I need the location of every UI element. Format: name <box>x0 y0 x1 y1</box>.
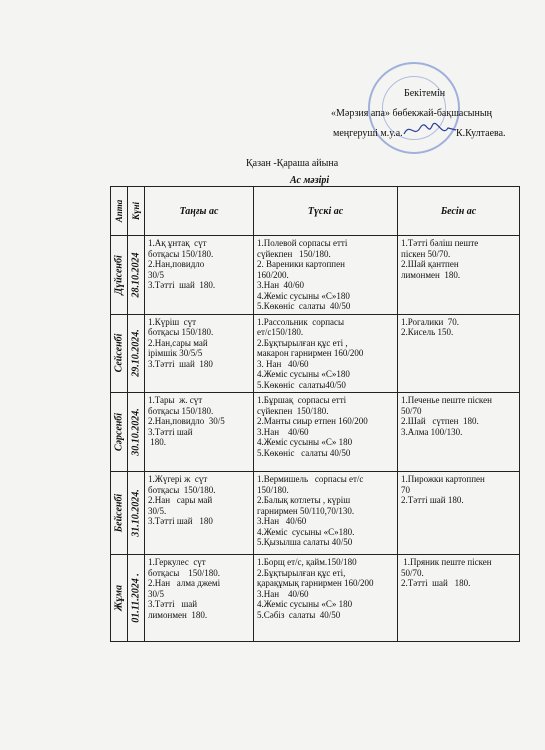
menu-item-line: 3.Нан 40/60 <box>257 588 309 599</box>
menu-item-line: 30/5 <box>148 588 165 599</box>
table-row <box>111 393 520 472</box>
menu-item-line: 1.Геркулес сүт <box>148 557 206 567</box>
menu-item-line: 5.Сәбіз салаты 40/50 <box>257 609 341 620</box>
menu-item-line: 1.Полевой сорпасы етті <box>257 238 348 248</box>
menu-item-line: 2.Кисель 150. <box>401 327 454 337</box>
menu-item-line: 5.Көкөніс салаты 40/50 <box>257 301 351 311</box>
snack-cell <box>398 393 520 472</box>
approval-line-1: Бекітемін <box>404 88 446 99</box>
menu-item-line: 3.Тәтті шай <box>148 426 193 437</box>
menu-item-line: 1.Борщ ет/с, қайм.150/180 <box>257 557 357 567</box>
menu-item-line: лимонмен 180. <box>148 609 208 620</box>
menu-item-line: 50/70 <box>401 405 422 416</box>
menu-item-line: ботқасы 150/180. <box>148 484 216 495</box>
header-snack: Бесін ас <box>398 187 520 236</box>
menu-item-line: ірімшік 30/5/5 <box>148 348 203 358</box>
menu-item-line: 1.Бұршақ сорпасы етті <box>257 395 347 405</box>
header-breakfast: Таңғы ас <box>145 187 254 236</box>
menu-item-line: 1.Рогалики 70. <box>401 316 460 327</box>
menu-item-line: 1.Пирожки картоппен <box>401 474 485 484</box>
weekday-cell: Жұма <box>111 555 128 642</box>
menu-item-line: 3.Тәтті шай <box>148 599 198 609</box>
menu-item-line: 150/180. <box>257 484 289 495</box>
menu-item-line: 3.Алма 100/130. <box>401 426 463 437</box>
menu-item-line: макарон гарнирмен 160/200 <box>257 348 364 358</box>
lunch-cell <box>254 314 398 393</box>
menu-item-line: 3.Тәтті шай 180 <box>148 358 213 369</box>
menu-item-line: гарнирмен 50/110,70/130. <box>257 505 355 516</box>
date-cell: 28.10.2024 <box>128 236 145 315</box>
menu-item-line: 1.Күріш сүт <box>148 316 197 327</box>
menu-item-line: 1.Печенье пеште піскен <box>401 395 492 405</box>
lunch-cell <box>254 555 398 642</box>
menu-item-line: 2. Вареники картоппен <box>257 259 345 269</box>
menu-item-line: 2.Нан сары май <box>148 495 213 505</box>
menu-item-line: 5.Көкөніс салаты 40/50 <box>257 447 351 458</box>
snack-cell <box>398 472 520 555</box>
menu-item-line: 2.Шай қантпен <box>401 259 459 269</box>
menu-item-line: 2.Нан,повидло 30/5 <box>148 416 225 426</box>
menu-item-line: 5.Қызылша салаты 40/50 <box>257 537 353 547</box>
menu-item-line: 2.Шай сүтпен 180. <box>401 416 479 426</box>
menu-item-line: қарақұмық гарнирмен 160/200 <box>257 578 374 588</box>
date-cell: 30.10.2024. <box>128 393 145 472</box>
menu-item-line: сүйекпен 150/180. <box>257 405 329 416</box>
menu-table <box>110 186 520 642</box>
menu-item-line: 2.Бұқтырылған құс еті , <box>257 337 348 348</box>
menu-item-line: 1.Вермишель сорпасы ет/с <box>257 474 364 484</box>
lunch-cell <box>254 393 398 472</box>
menu-item-line: 1.Жүгері ж сүт <box>148 474 208 484</box>
menu-item-line: 30/5. <box>148 505 167 516</box>
header-week: Апта <box>111 187 128 236</box>
menu-item-line: ботқасы 150/180. <box>148 248 214 259</box>
breakfast-cell <box>145 555 254 642</box>
snack-cell <box>398 555 520 642</box>
breakfast-cell <box>145 472 254 555</box>
menu-item-line: 2.Манты сиыр етпен 160/200 <box>257 416 368 426</box>
menu-item-line: 1.Пряник пеште піскен <box>401 557 492 567</box>
menu-item-line: 50/70. <box>401 567 424 578</box>
menu-item-line: 5.Көкөніс салаты40/50 <box>257 379 346 390</box>
menu-item-line: 3. Нан 40/60 <box>257 358 309 369</box>
menu-item-line: 4.Жеміс сусыны «С»180 <box>257 369 350 379</box>
date-cell: 31.10.2024. <box>128 472 145 555</box>
breakfast-cell <box>145 314 254 393</box>
menu-item-line: 4.Жеміс сусыны «С»180. <box>257 526 355 537</box>
table-row <box>111 555 520 642</box>
menu-item-line: лимонмен 180. <box>401 269 461 280</box>
menu-item-line: сүйекпен 150/180. <box>257 248 331 259</box>
menu-item-line: ботқасы 150/180. <box>148 567 221 578</box>
menu-item-line: 1.Тәтті бәліш пеште <box>401 238 479 248</box>
menu-item-line: 3.Нан 40/60 <box>257 426 309 437</box>
menu-item-line: 70 <box>401 484 410 495</box>
menu-item-line: піскен 50/70. <box>401 248 451 259</box>
menu-item-line: 2.Бұқтырылған құс еті, <box>257 567 346 578</box>
menu-item-line: 180. <box>148 437 166 447</box>
weekday-cell: Бейсенбі <box>111 472 128 555</box>
menu-item-line: 2.Тәтті шай 180. <box>401 495 464 505</box>
menu-item-line: 2.Нан,повидло <box>148 259 205 269</box>
menu-item-line: 1.Тары ж. сүт <box>148 395 203 405</box>
menu-item-line: 2.Нан алма джемі <box>148 578 221 588</box>
lunch-cell <box>254 236 398 315</box>
menu-item-line: 4.Жеміс сусыны «С» 180 <box>257 437 353 447</box>
menu-item-line: 3.Нан 40/60 <box>257 280 305 290</box>
signature <box>402 120 458 140</box>
lunch-cell <box>254 472 398 555</box>
table-row <box>111 236 520 315</box>
table-row <box>111 472 520 555</box>
menu-header-row <box>111 187 520 236</box>
menu-item-line: ботқасы 150/180. <box>148 327 214 337</box>
menu-item-line: 1.Ақ ұнтақ сүт <box>148 238 207 248</box>
menu-item-line: 2.Балық котлеты , күріш <box>257 495 351 505</box>
menu-title: Ас мәзірі <box>290 175 330 186</box>
weekday-cell: Сәрсенбі <box>111 393 128 472</box>
menu-item-line: ботқасы 150/180. <box>148 405 214 416</box>
menu-item-line: 4.Жеміс сусыны «С»180 <box>257 290 350 301</box>
menu-item-line: 30/5 <box>148 269 165 280</box>
menu-item-line: 1.Рассольник сорпасы <box>257 316 345 327</box>
menu-period: Қазан -Қараша айына <box>246 158 339 169</box>
approval-position: меңгеруші м.у.а. <box>333 128 403 139</box>
table-row <box>111 314 520 393</box>
weekday-cell: Сейсенбі <box>111 314 128 393</box>
menu-item-line: 2.Нан,сары май <box>148 337 208 348</box>
approval-line-2: «Мәрзия апа» бөбекжай-бақшасының <box>331 108 492 119</box>
approval-name: К.Култаева. <box>456 128 506 139</box>
snack-cell <box>398 236 520 315</box>
breakfast-cell <box>145 393 254 472</box>
weekday-cell: Дүйсенбі <box>111 236 128 315</box>
menu-item-line: 2.Тәтті шай 180. <box>401 578 471 588</box>
menu-item-line: 4.Жеміс сусыны «С» 180 <box>257 599 353 609</box>
header-lunch: Түскі ас <box>254 187 398 236</box>
menu-item-line: 3.Тәтті шай 180. <box>148 280 216 290</box>
header-day: Күні <box>128 187 145 236</box>
date-cell: 01.11.2024 . <box>128 555 145 642</box>
date-cell: 29.10.2024. <box>128 314 145 393</box>
menu-item-line: ет/с150/180. <box>257 327 304 337</box>
menu-item-line: 160/200. <box>257 269 289 280</box>
snack-cell <box>398 314 520 393</box>
menu-item-line: 3.Нан 40/60 <box>257 516 307 526</box>
menu-item-line: 3.Тәтті шай 180 <box>148 516 213 526</box>
breakfast-cell <box>145 236 254 315</box>
